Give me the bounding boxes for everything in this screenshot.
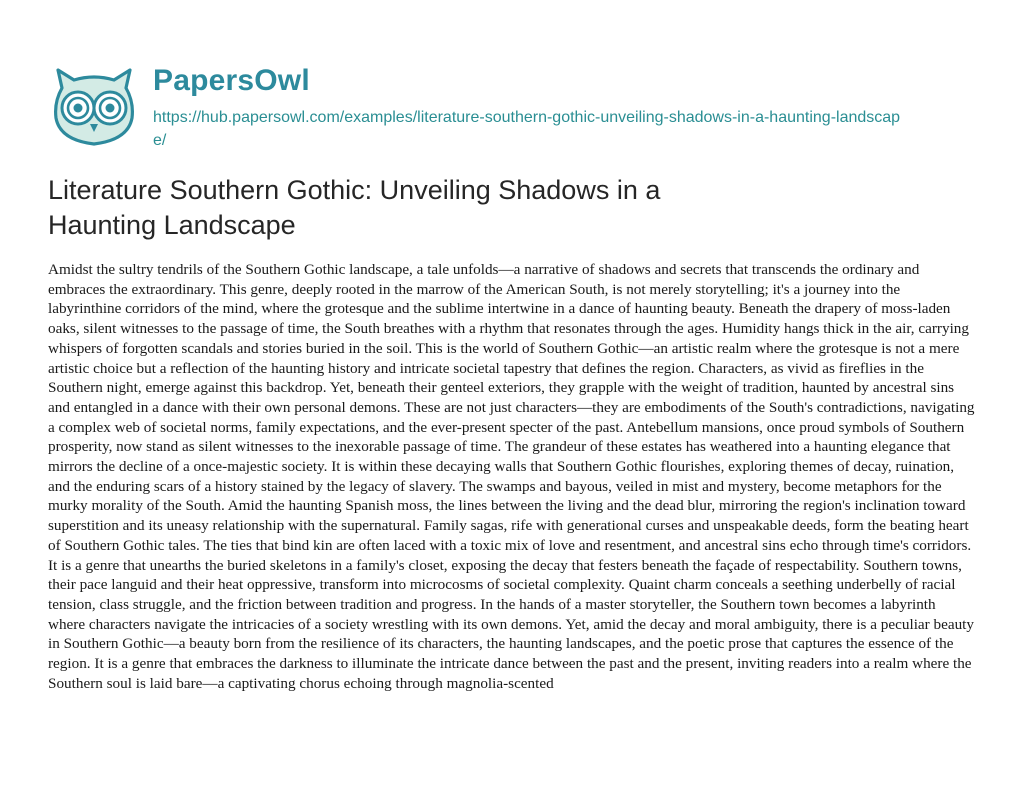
source-url-link[interactable]: https://hub.papersowl.com/examples/literature-southern-gothic-unveiling-shadows-in-a-haunting-landscape/ [153, 109, 901, 149]
owl-logo-icon [48, 58, 140, 150]
document-body: Amidst the sultry tendrils of the Southern Gothic landscape, a tale unfolds—a narrative of shadows and secrets that transcends the ordinary and embraces the extraordinary. This genre, deeply rooted in the marrow of the American South, is not merely storytelling; it's a journey into the labyrinthine corridors of the mind, where the grotesque and the sublime intertwine in a dance of haunting beauty. Beneath the drapery of moss-laden oaks, silent witnesses to the passage of time, the South breathes with a rhythm that resonates through the ages. Humidity hangs thick in the air, carrying whispers of forgotten scandals and stories buried in the soil. This is the world of Southern Gothic—an artistic realm where the grotesque is not a mere artistic choice but a reflection of the haunting history and intricate societal tapestry that defines the region. Characters, as vivid as fireflies in the Southern night, emerge against this backdrop. Yet, beneath their genteel exteriors, they grapple with the weight of tradition, haunted by ancestral sins and entangled in a dance with their own personal demons. These are not just characters—they are embodiments of the South's contradictions, navigating a complex web of societal norms, family expectations, and the ever-present specter of the past. Antebellum mansions, once proud symbols of Southern prosperity, now stand as silent witnesses to the inexorable passage of time. The grandeur of these estates has weathered into a haunting elegance that mirrors the decline of a once-majestic society. It is within these decaying walls that Southern Gothic flourishes, exploring themes of decay, ruination, and the enduring scars of a history stained by the legacy of slavery. The swamps and bayous, veiled in mist and mystery, become metaphors for the murky morality of the South. Amid the haunting Spanish moss, the lines between the living and the dead blur, mirroring the region's inclination toward superstition and its uneasy relationship with the supernatural. Family sagas, rife with generational curses and unspeakable deeds, form the beating heart of Southern Gothic tales. The ties that bind kin are often laced with a toxic mix of love and resentment, and ancestral sins echo through time's corridors. It is a genre that unearths the buried skeletons in a family's closet, exposing the decay that festers beneath the façade of respectability. Southern towns, their pace languid and their heat oppressive, transform into microcosms of societal complexity. Quaint charm conceals a seething underbelly of racial tension, class struggle, and the friction between tradition and progress. In the hands of a master storyteller, the Southern town becomes a labyrinth where characters navigate the intricacies of a society wrestling with its own demons. Yet, amid the decay and moral ambiguity, there is a peculiar beauty in Southern Gothic—a beauty born from the resilience of its characters, the haunting landscapes, and the poetic prose that captures the essence of the region. It is a genre that embraces the darkness to illuminate the intricate dance between the past and the present, inviting readers into a realm where the Southern soul is laid bare—a captivating chorus echoing through magnolia-scented [48, 261, 975, 692]
document-title: Literature Southern Gothic: Unveiling Shadows in a Haunting Landscape [48, 175, 661, 240]
page-header [48, 58, 978, 154]
brand-name: PapersOwl [153, 64, 310, 97]
